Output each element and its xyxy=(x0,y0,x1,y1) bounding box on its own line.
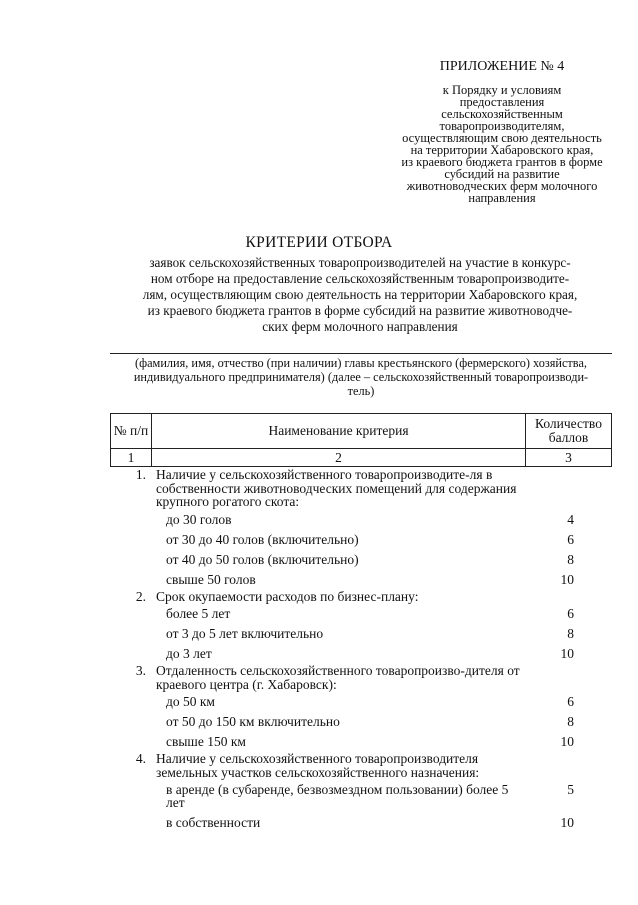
header-number: № п/п xyxy=(111,414,152,449)
option-text: свыше 150 км xyxy=(166,734,246,749)
option-text: до 3 лет xyxy=(166,646,212,661)
option-text: свыше 50 голов xyxy=(166,571,256,587)
criterion-number: 3. xyxy=(135,663,146,678)
criterion-number: 2. xyxy=(135,588,146,604)
option-score: 8 xyxy=(567,551,574,567)
header-col-index: 3 xyxy=(526,449,612,467)
appendix-block xyxy=(392,60,612,204)
option-text: от 3 до 5 лет включительно xyxy=(166,626,324,641)
criterion-option xyxy=(110,780,612,813)
option-score: 10 xyxy=(560,571,574,587)
option-score: 10 xyxy=(560,646,574,661)
caption-line: (фамилия, имя, отчество (при наличии) главы крестьянского (фермерского) хозяйства, xyxy=(135,356,587,370)
appendix-line: осуществляющим свою деятельность xyxy=(402,131,602,145)
criterion-item xyxy=(110,664,612,691)
criterion-text: Отдаленность сельскохозяйственного товаропроизво-дителя от краевого центра (г. Хабаровск): xyxy=(156,663,520,692)
criterion-number: 4. xyxy=(135,751,146,766)
option-text: до 30 голов xyxy=(166,511,232,527)
option-text: от 30 до 40 голов (включительно) xyxy=(166,531,359,547)
criterion-option xyxy=(110,692,612,712)
appendix-line: предоставления xyxy=(459,95,545,109)
option-score: 4 xyxy=(567,511,574,527)
option-text: от 50 до 150 км включительно xyxy=(166,714,340,729)
criterion-item xyxy=(110,468,612,509)
option-text: до 50 км xyxy=(166,694,215,709)
appendix-line: субсидий на развитие xyxy=(444,167,560,181)
header-score: Количество баллов xyxy=(526,414,612,449)
subtitle-line: заявок сельскохозяйственных товаропроизводителей на участие в конкурс- xyxy=(149,255,571,270)
criterion-option xyxy=(110,530,612,550)
caption-line: индивидуального предпринимателя) (далее – сельскохозяйственный товаропроизводи- xyxy=(133,370,589,384)
option-text: более 5 лет xyxy=(166,606,231,621)
appendix-line: товаропроизводителям, xyxy=(439,119,565,133)
appendix-line: к Порядку и условиям xyxy=(442,83,562,97)
subtitle-line: ских ферм молочного направления xyxy=(262,319,458,334)
header-col-index: 2 xyxy=(152,449,526,467)
option-score: 8 xyxy=(567,714,574,729)
criterion-option xyxy=(110,510,612,530)
appendix-line: направления xyxy=(468,191,536,205)
subtitle-line: из краевого бюджета грантов в форме субсидий на развитие животноводче- xyxy=(147,303,573,318)
appendix-line: сельскохозяйственным xyxy=(441,107,563,121)
appendix-heading: ПРИЛОЖЕНИЕ № 4 xyxy=(439,59,565,74)
option-score: 6 xyxy=(567,531,574,547)
header-criterion-name: Наименование критерия xyxy=(152,414,526,449)
criterion-text: Срок окупаемости расходов по бизнес-плану: xyxy=(156,588,419,604)
option-score: 10 xyxy=(560,734,574,749)
option-score: 6 xyxy=(567,606,574,621)
criterion-option xyxy=(110,644,612,664)
criterion-option xyxy=(110,604,612,624)
criterion-text: Наличие у сельскохозяйственного товаропроизводите-ля в собственности животноводческих помещений для содержания крупного рогатого скота: xyxy=(156,467,517,509)
criteria-table-header xyxy=(110,413,612,467)
criteria-list xyxy=(110,468,612,833)
subtitle-line: ном отборе на предоставление сельскохозяйственным товаропроизводите- xyxy=(150,271,570,286)
option-score: 8 xyxy=(567,626,574,641)
header-col-index: 1 xyxy=(111,449,152,467)
appendix-line: из краевого бюджета грантов в форме xyxy=(401,155,603,169)
fill-in-line xyxy=(110,353,612,354)
subtitle-line: лям, осуществляющим свою деятельность на территории Хабаровского края, xyxy=(142,287,578,302)
criterion-option xyxy=(110,732,612,752)
criterion-item xyxy=(110,590,612,604)
option-score: 5 xyxy=(567,782,574,797)
option-score: 10 xyxy=(560,815,574,830)
document-subtitle xyxy=(110,255,610,335)
option-text: от 40 до 50 голов (включительно) xyxy=(166,551,359,567)
fill-in-caption xyxy=(110,356,612,398)
criterion-item xyxy=(110,752,612,779)
appendix-line: на территории Хабаровского края, xyxy=(410,143,594,157)
criterion-option xyxy=(110,813,612,833)
criterion-option xyxy=(110,624,612,644)
criterion-option xyxy=(110,712,612,732)
option-text: в аренде (в субаренде, безвозмездном пользовании) более 5 лет xyxy=(166,782,509,810)
option-score: 6 xyxy=(567,694,574,709)
criterion-text: Наличие у сельскохозяйственного товаропроизводителя земельных участков сельскохозяйственного назначения: xyxy=(156,751,480,780)
caption-line: тель) xyxy=(347,384,375,398)
appendix-line: животноводческих ферм молочного xyxy=(406,179,598,193)
criterion-number: 1. xyxy=(135,467,146,482)
option-text: в собственности xyxy=(166,815,261,830)
criterion-option xyxy=(110,550,612,570)
document-title: КРИТЕРИИ ОТБОРА xyxy=(245,234,393,251)
criterion-option xyxy=(110,570,612,590)
